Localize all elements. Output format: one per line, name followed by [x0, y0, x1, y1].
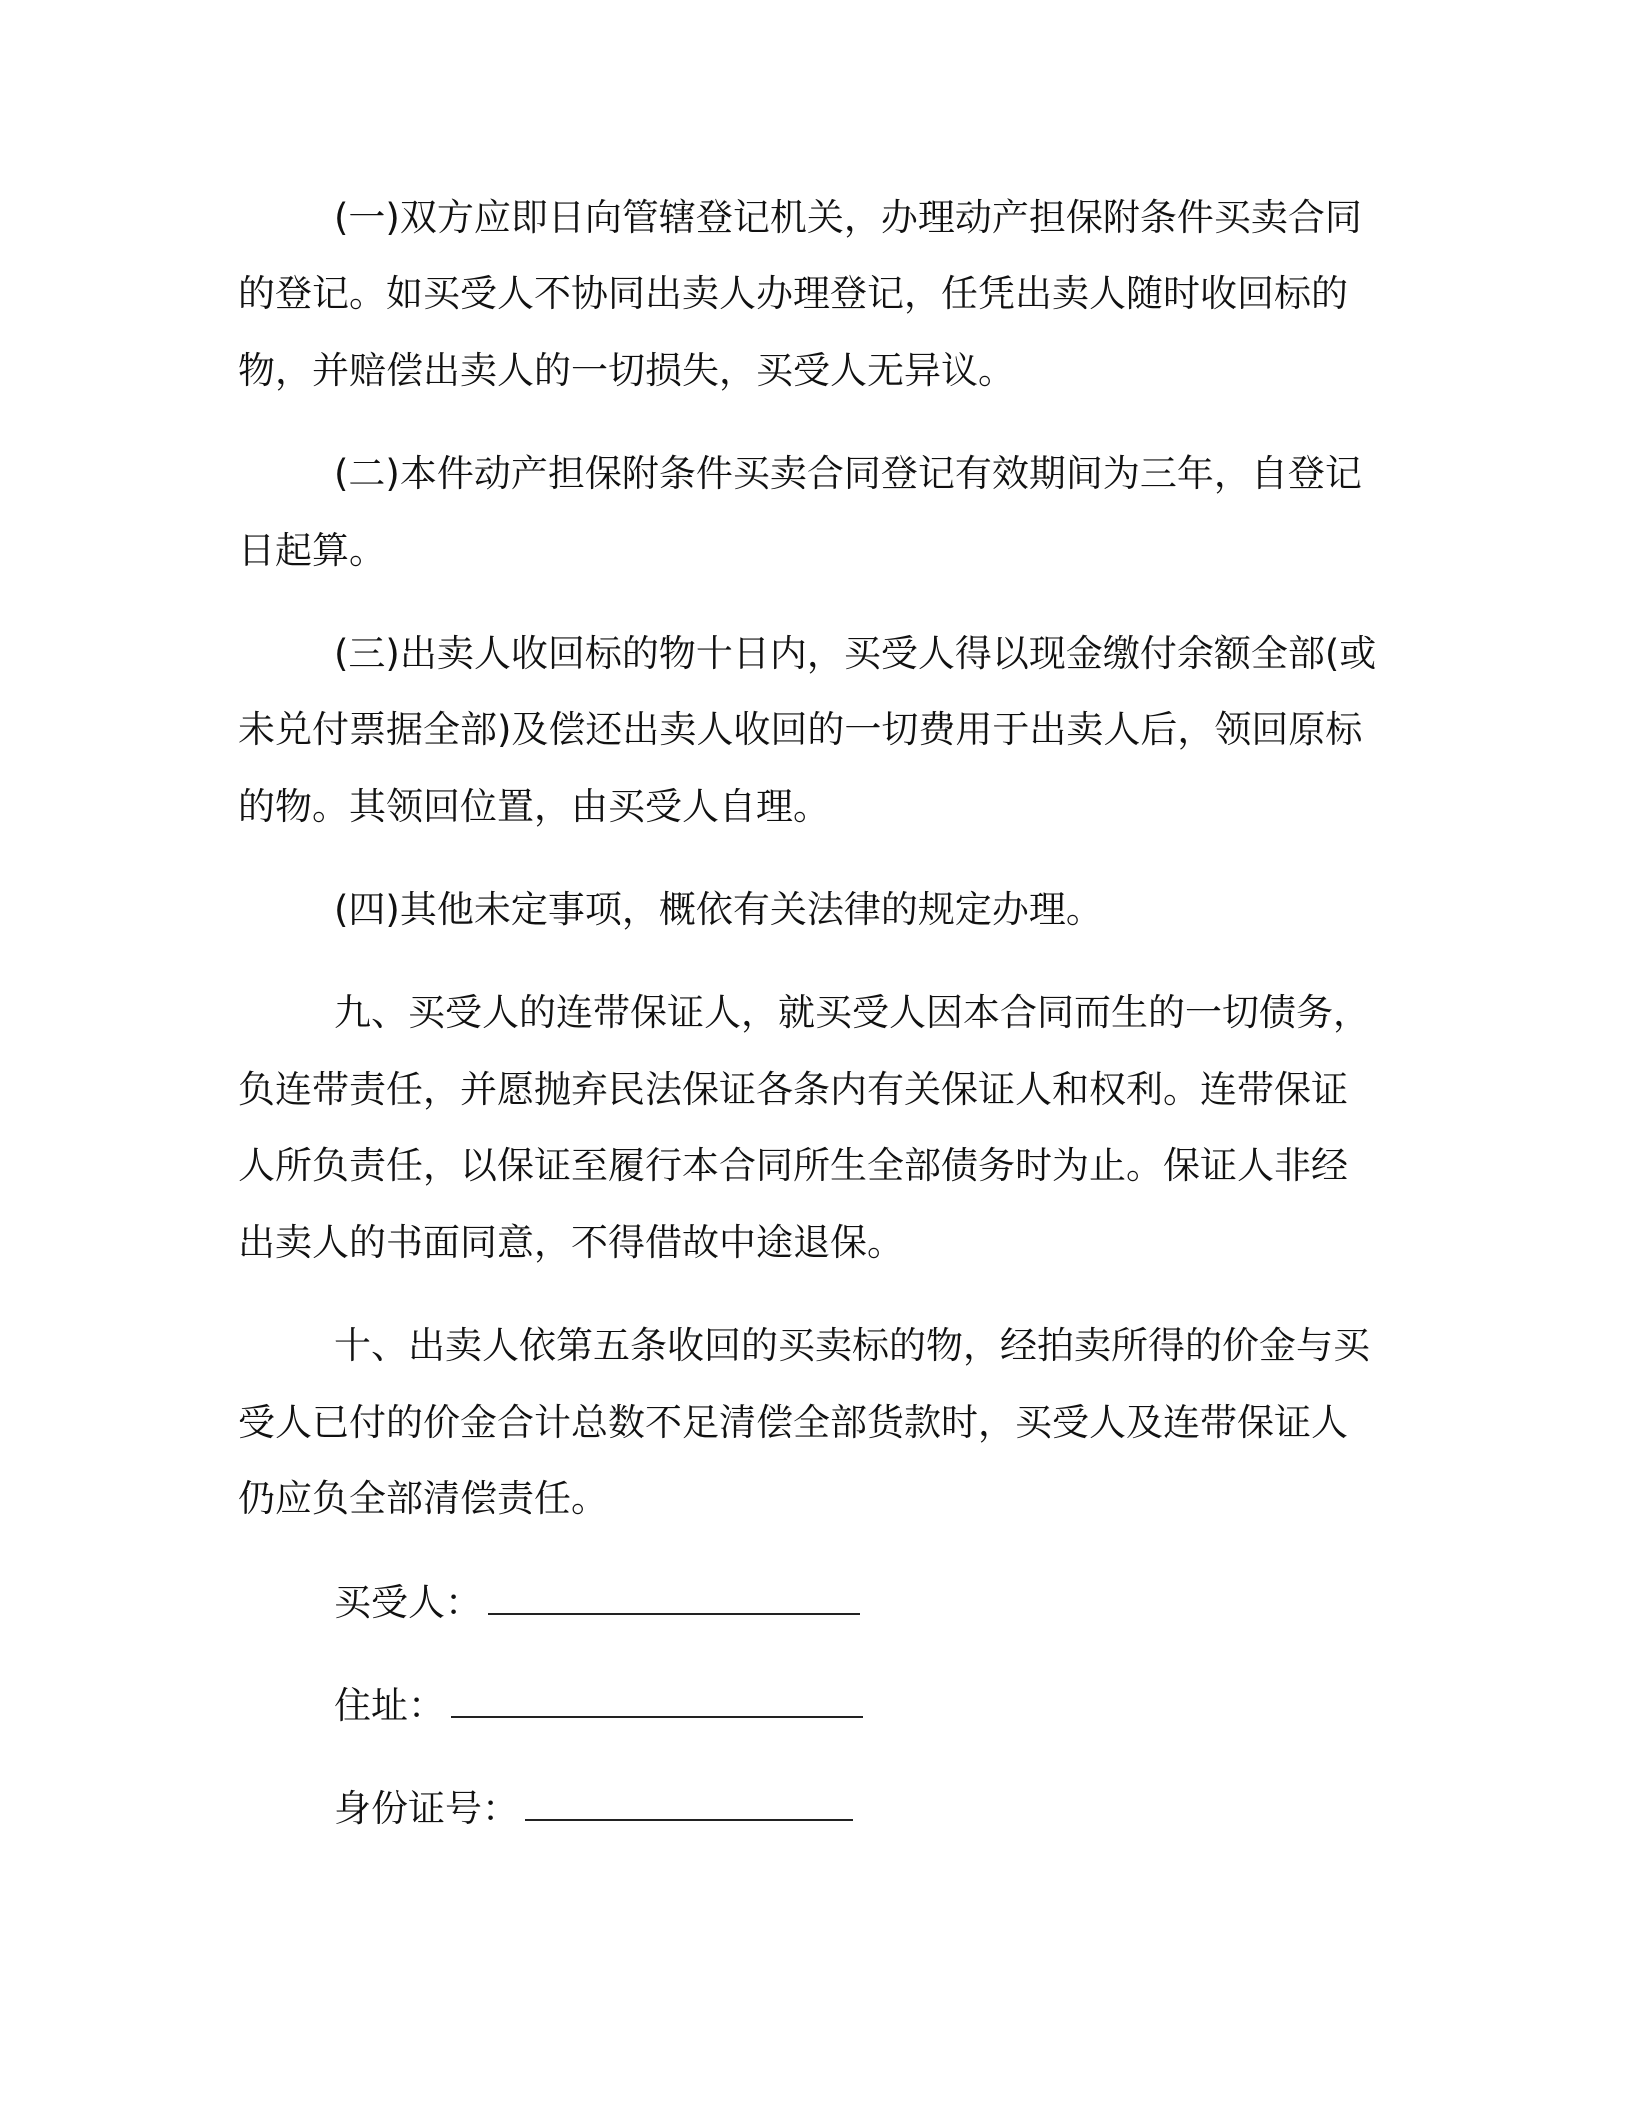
- id-number-blank-line[interactable]: [525, 1785, 853, 1821]
- paragraph-line: 仍应负全部清偿责任。: [238, 1477, 608, 1520]
- paragraph-line: 出卖人的书面同意，不得借故中途退保。: [238, 1221, 904, 1264]
- paragraph-line: 九、买受人的连带保证人，就买受人因本合同而生的一切债务，: [334, 991, 1370, 1034]
- paragraph-line: 十、出卖人依第五条收回的买卖标的物，经拍卖所得的价金与买: [334, 1324, 1370, 1367]
- id-number-label: 身份证号：: [334, 1787, 519, 1830]
- id-number-field: [334, 1785, 853, 1833]
- paragraph-line: (四)其他未定事项，概依有关法律的规定办理。: [334, 888, 1103, 931]
- buyer-blank-line[interactable]: [488, 1579, 860, 1615]
- paragraph-line: (一)双方应即日向管辖登记机关，办理动产担保附条件买卖合同: [334, 196, 1362, 239]
- paragraph-line: 的登记。如买受人不协同出卖人办理登记，任凭出卖人随时收回标的: [238, 272, 1348, 315]
- paragraph-line: 负连带责任，并愿抛弃民法保证各条内有关保证人和权利。连带保证: [238, 1068, 1348, 1111]
- address-blank-line[interactable]: [451, 1682, 863, 1718]
- paragraph-line: (二)本件动产担保附条件买卖合同登记有效期间为三年，自登记: [334, 452, 1362, 495]
- buyer-field: [334, 1579, 860, 1627]
- buyer-label: 买受人：: [334, 1581, 482, 1624]
- address-field: [334, 1682, 863, 1730]
- address-label: 住址：: [334, 1684, 445, 1727]
- paragraph-line: 未兑付票据全部)及偿还出卖人收回的一切费用于出卖人后，领回原标: [238, 708, 1363, 751]
- paragraph-line: 日起算。: [238, 529, 386, 572]
- paragraph-line: 物，并赔偿出卖人的一切损失，买受人无异议。: [238, 349, 1015, 392]
- paragraph-line: 受人已付的价金合计总数不足清偿全部货款时，买受人及连带保证人: [238, 1401, 1348, 1444]
- paragraph-line: 的物。其领回位置，由买受人自理。: [238, 785, 830, 828]
- paragraph-line: 人所负责任，以保证至履行本合同所生全部债务时为止。保证人非经: [238, 1144, 1348, 1187]
- paragraph-line: (三)出卖人收回标的物十日内，买受人得以现金缴付余额全部(或: [334, 632, 1377, 675]
